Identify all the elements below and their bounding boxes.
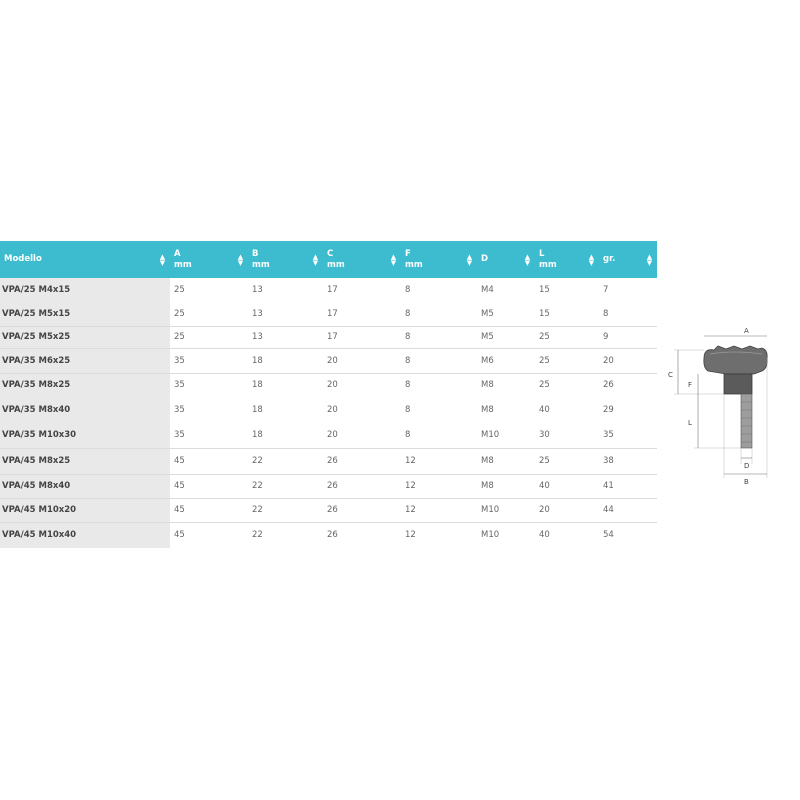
value-cell-d: M4 [481,285,494,295]
value-cell-a: 45 [170,498,248,522]
value-cell-l: 30 [539,429,550,440]
value-cell-c: 20 [323,373,401,397]
label-a: A [744,327,749,335]
table-row [0,302,657,326]
column-header-unit: mm [327,259,345,270]
model-cell: VPA/25 M5x15 [0,302,170,326]
column-header-unit: mm [252,259,270,270]
column-header-unit: gr. [603,254,616,264]
model-cell: VPA/45 M8x25 [0,448,170,474]
value-cell-f: 8 [405,285,411,295]
column-header-c[interactable] [323,241,401,278]
value-cell-l: 40 [535,522,599,548]
value-cell-b: 22 [248,498,323,522]
table-row [0,373,657,397]
sort-icon[interactable]: ▲ ▼ [312,252,319,267]
value-cell-b: 18 [248,348,323,373]
value-cell-d: M6 [477,348,535,373]
value-cell-f: 8 [405,404,411,415]
value-cell-a: 35 [170,348,248,373]
value-cell-l: 25 [535,448,599,474]
value-cell-f: 8 [401,373,477,397]
column-header-label: C [327,248,334,259]
value-cell-f: 12 [401,448,477,474]
value-cell-f: 8 [405,429,411,440]
sort-icon[interactable]: ▲ ▼ [524,252,531,267]
sort-icon[interactable]: ▲ ▼ [237,252,244,267]
label-c: C [668,371,673,379]
sort-icon[interactable]: ▲ ▼ [466,252,473,267]
value-cell-b: 18 [248,373,323,397]
column-header-label: F [405,248,411,259]
value-cell-weight: 29 [603,404,614,415]
value-cell-b: 22 [248,448,323,474]
column-header-label: B [252,248,259,259]
table-row [0,278,657,302]
value-cell-d: M8 [481,404,494,415]
table-body [0,278,657,548]
value-cell-a: 35 [174,404,185,415]
table-row [0,498,657,522]
model-cell: VPA/35 M8x25 [0,373,170,397]
value-cell-c: 20 [327,429,338,440]
value-cell-c: 20 [327,404,338,415]
value-cell-weight: 54 [599,522,657,548]
value-cell-a: 35 [170,373,248,397]
value-cell-l: 40 [535,474,599,498]
value-cell-d: M8 [477,474,535,498]
label-l: L [688,419,692,427]
table-header-row [0,241,657,278]
dimensions-table [0,241,657,548]
value-cell-l: 25 [535,348,599,373]
value-cell-d: M10 [477,522,535,548]
value-cell-l: 25 [535,326,599,348]
value-cell-b: 22 [248,522,323,548]
value-cell-b: 18 [252,404,263,415]
value-cell-c: 26 [323,448,401,474]
dimensions-table-container [0,241,657,548]
model-cell: VPA/35 M8x40 [0,397,170,422]
label-b: B [744,478,749,486]
column-header-l[interactable] [535,241,599,278]
column-header-unit: mm [174,259,192,270]
value-cell-l: 25 [535,373,599,397]
column-header-unit: mm [405,259,423,270]
value-cell-f: 8 [401,326,477,348]
table-row [0,474,657,498]
value-cell-a: 35 [174,429,185,440]
value-cell-weight: 35 [603,429,614,440]
value-cell-l: 15 [539,285,550,295]
value-cell-a: 25 [174,308,185,319]
value-cell-c: 20 [323,348,401,373]
table-row [0,522,657,548]
value-cell-d: M5 [481,308,494,319]
value-cell-f: 12 [401,498,477,522]
table-row [0,326,657,348]
value-cell-b: 13 [252,285,263,295]
value-cell-weight: 26 [599,373,657,397]
value-cell-f: 12 [401,522,477,548]
column-header-weight[interactable] [599,241,657,278]
value-cell-f: 8 [401,348,477,373]
value-cell-b: 22 [248,474,323,498]
value-cell-d: M8 [477,448,535,474]
column-header-f[interactable] [401,241,477,278]
column-header-label: Modello [4,254,42,264]
sort-icon[interactable]: ▲ ▼ [159,252,166,267]
value-cell-a: 45 [170,522,248,548]
value-cell-b: 13 [252,308,263,319]
column-header-modello[interactable] [0,241,170,278]
table-row [0,348,657,373]
value-cell-weight: 8 [603,308,609,319]
value-cell-d: M8 [477,373,535,397]
value-cell-f: 12 [401,474,477,498]
value-cell-weight: 38 [599,448,657,474]
knob-hub-shape [724,374,752,394]
model-cell: VPA/45 M8x40 [0,474,170,498]
value-cell-a: 25 [174,285,185,295]
value-cell-l: 15 [539,308,550,319]
sort-icon[interactable]: ▲ ▼ [390,252,397,267]
value-cell-l: 40 [539,404,550,415]
column-header-b[interactable] [248,241,323,278]
value-cell-l: 20 [535,498,599,522]
value-cell-weight: 7 [603,285,609,295]
table-row [0,422,657,448]
value-cell-c: 26 [323,474,401,498]
column-header-d[interactable] [477,241,535,278]
value-cell-weight: 9 [599,326,657,348]
knob-technical-drawing [664,322,784,492]
column-header-label: L [539,248,545,259]
value-cell-d: M5 [477,326,535,348]
knob-head-shape [704,346,767,374]
model-cell: VPA/25 M5x25 [0,326,170,348]
model-cell: VPA/25 M4x15 [0,278,170,302]
value-cell-a: 45 [170,448,248,474]
value-cell-c: 17 [323,326,401,348]
value-cell-b: 13 [248,326,323,348]
value-cell-weight: 44 [599,498,657,522]
label-f: F [688,381,693,389]
model-cell: VPA/45 M10x40 [0,522,170,548]
column-header-label: A [174,248,181,259]
model-cell: VPA/35 M10x30 [0,422,170,448]
value-cell-c: 26 [323,498,401,522]
column-header-label: D [481,254,489,264]
table-row [0,448,657,474]
value-cell-weight: 20 [599,348,657,373]
label-d: D [744,462,750,470]
value-cell-c: 17 [327,285,338,295]
value-cell-f: 8 [405,308,411,319]
value-cell-c: 17 [327,308,338,319]
model-cell: VPA/35 M6x25 [0,348,170,373]
value-cell-a: 25 [170,326,248,348]
column-header-a[interactable] [170,241,248,278]
value-cell-d: M10 [477,498,535,522]
sort-icon[interactable]: ▲ ▼ [646,252,653,267]
value-cell-c: 26 [323,522,401,548]
value-cell-weight: 41 [599,474,657,498]
table-row [0,397,657,422]
model-cell: VPA/45 M10x20 [0,498,170,522]
value-cell-d: M10 [481,429,500,440]
column-header-unit: mm [539,259,557,270]
value-cell-b: 18 [252,429,263,440]
value-cell-a: 45 [170,474,248,498]
sort-icon[interactable]: ▲ ▼ [588,252,595,267]
